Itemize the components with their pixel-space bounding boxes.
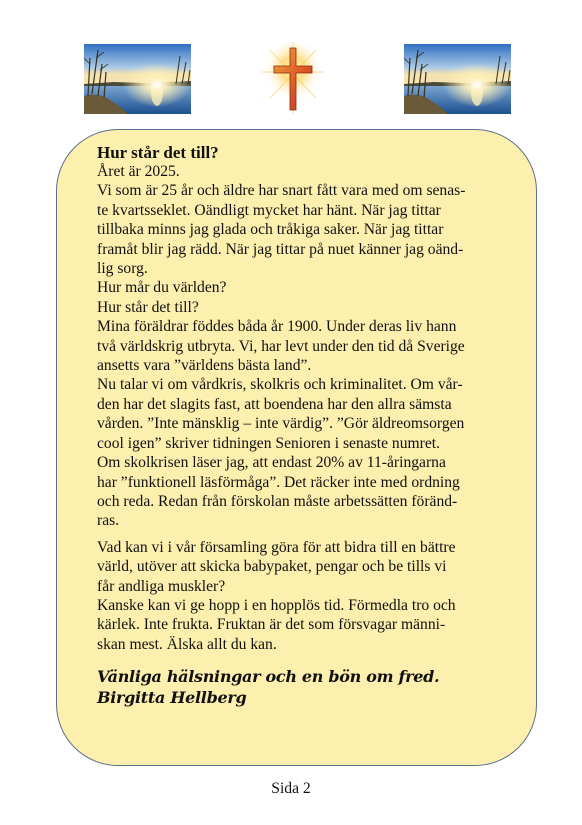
paragraph-spacer [97,531,522,538]
sunrise-lake-photo-right [404,44,511,114]
letter-paragraph-1: Året är 2025. Vi som är 25 år och äldre har snart fått vara med om senas- te kvartsseklet. Oändligt mycket har hänt. När jag tittar tillbaka minns jag glada och tråkiga saker. När jag tittar framåt blir jag rädd. När jag tittar på nuet känner jag oänd- lig sorg. Hur mår du världen? Hur står det till? Mina föräldrar föddes båda år 1900. Under deras liv hann två världskrig utbryta. Vi, har levt under den tid då Sverige ansetts vara ”världens bästa land”. Nu talar vi om vårdkris, skolkris och kriminalitet. Om vår- den har det slagits fast, att boendena har den allra sämsta vården. ”Inte mänsklig – inte värdig”. ”Gör äldreomsorgen cool igen” skriver tidningen Senioren i senaste numret. Om skolkrisen läser jag, att endast 20% av 11-åringarna har ”funktionell läsförmåga”. Det räcker inte med ordning och reda. Redan från förskolan måste arbetssätten föränd- ras. [97,163,466,530]
letter-box [56,129,537,766]
letter-title: Hur står det till? [97,143,219,162]
sunrise-lake-photo-left [84,44,191,114]
greeting-line: Vänliga hälsningar och en bön om fred. [97,667,440,687]
glowing-cross-icon [262,42,324,114]
signature: Birgitta Hellberg [97,688,247,708]
closing [97,666,522,708]
page-number: Sida 2 [271,780,311,797]
letter-paragraph-2: Vad kan vi i vår församling göra för att bidra till en bättre värld, utöver att skicka babypaket, pengar och be tills vi får andliga muskler? Kanske kan vi ge hopp i en hopplös tid. Förmedla tro och kärlek. Inte frukta. Fruktan är det som försvagar männi- skan mest. Älska allt du kan. [97,538,456,653]
